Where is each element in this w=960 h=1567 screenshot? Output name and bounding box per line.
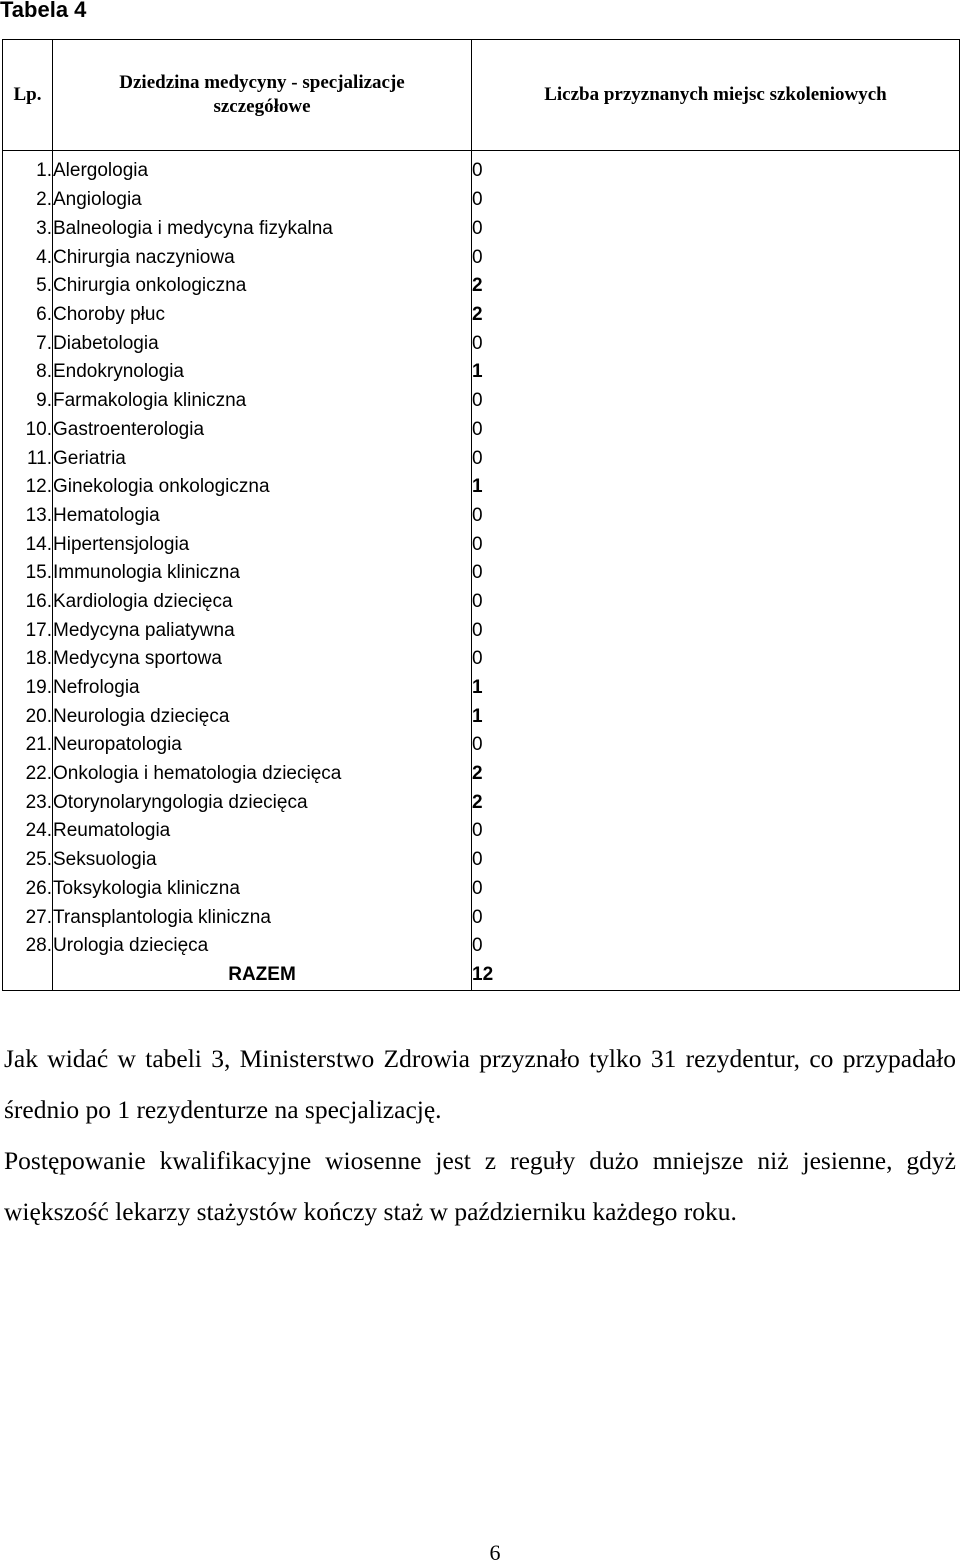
table-row: [3, 416, 960, 445]
table-row: [3, 559, 960, 588]
row-number: 10.: [3, 416, 53, 445]
row-number: 6.: [3, 301, 53, 330]
row-number: 19.: [3, 674, 53, 703]
body-text: [4, 1033, 956, 1237]
row-number: 21.: [3, 731, 53, 760]
places-count: 1: [472, 358, 960, 387]
places-count: 0: [472, 387, 960, 416]
places-count: 0: [472, 616, 960, 645]
places-count: 0: [472, 875, 960, 904]
header-specialization: [53, 40, 472, 151]
specialization-name: Geriatria: [53, 444, 472, 473]
row-number: 17.: [3, 616, 53, 645]
specialization-name: Gastroenterologia: [53, 416, 472, 445]
table-row: [3, 358, 960, 387]
table-row: [3, 817, 960, 846]
places-count: 0: [472, 186, 960, 215]
row-number: 11.: [3, 444, 53, 473]
table-row: [3, 645, 960, 674]
row-number: 9.: [3, 387, 53, 416]
header-count: Liczba przyznanych miejsc szkoleniowych: [472, 40, 960, 151]
row-number: 18.: [3, 645, 53, 674]
table-header-row: [3, 40, 960, 151]
row-number: 25.: [3, 846, 53, 875]
places-count: 0: [472, 645, 960, 674]
row-number: 7.: [3, 329, 53, 358]
table-row: [3, 788, 960, 817]
table-row: [3, 616, 960, 645]
specialization-name: Choroby płuc: [53, 301, 472, 330]
specialization-name: Angiologia: [53, 186, 472, 215]
places-count: 0: [472, 731, 960, 760]
specialization-name: Alergologia: [53, 151, 472, 187]
specialization-name: Chirurgia onkologiczna: [53, 272, 472, 301]
places-count: 0: [472, 444, 960, 473]
total-value: 12: [472, 961, 960, 991]
table-row: [3, 387, 960, 416]
specialization-name: Diabetologia: [53, 329, 472, 358]
row-number: 13.: [3, 502, 53, 531]
row-number: 2.: [3, 186, 53, 215]
specialization-name: Hematologia: [53, 502, 472, 531]
table-row: [3, 272, 960, 301]
specialization-name: Otorynolaryngologia dziecięca: [53, 788, 472, 817]
table-row: [3, 444, 960, 473]
specialization-name: Neuropatologia: [53, 731, 472, 760]
header-specialization-line2: szczegółowe: [213, 96, 311, 117]
total-row: [3, 961, 960, 991]
row-number: 3.: [3, 215, 53, 244]
specialization-name: Urologia dziecięca: [53, 932, 472, 961]
places-count: 2: [472, 788, 960, 817]
paragraph-1: Jak widać w tabeli 3, Ministerstwo Zdrowia przyznało tylko 31 rezydentur, co przypadało średnio po 1 rezydenturze na specjalizację.: [4, 1044, 956, 1124]
specialization-name: Balneologia i medycyna fizykalna: [53, 215, 472, 244]
specialization-name: Endokrynologia: [53, 358, 472, 387]
row-number: 22.: [3, 760, 53, 789]
places-count: 0: [472, 817, 960, 846]
table-row: [3, 760, 960, 789]
paragraph-2: Postępowanie kwalifikacyjne wiosenne jest z reguły dużo mniejsze niż jesienne, gdyż większość lekarzy stażystów kończy staż w październiku każdego roku.: [4, 1146, 956, 1226]
specialization-name: Seksuologia: [53, 846, 472, 875]
table-row: [3, 875, 960, 904]
page-number: 6: [489, 1540, 501, 1565]
header-lp: Lp.: [3, 40, 53, 151]
header-specialization-line1: Dziedzina medycyny - specjalizacje: [119, 72, 405, 93]
places-count: 0: [472, 530, 960, 559]
table-row: [3, 151, 960, 187]
specialization-name: Medycyna paliatywna: [53, 616, 472, 645]
specialization-name: Nefrologia: [53, 674, 472, 703]
row-number: 20.: [3, 702, 53, 731]
places-count: 1: [472, 473, 960, 502]
total-lp-cell: [3, 961, 53, 991]
places-count: 1: [472, 702, 960, 731]
places-count: 0: [472, 215, 960, 244]
table-row: [3, 301, 960, 330]
places-count: 0: [472, 903, 960, 932]
table-row: [3, 846, 960, 875]
table-row: [3, 903, 960, 932]
places-count: 0: [472, 243, 960, 272]
row-number: 23.: [3, 788, 53, 817]
specialization-name: Immunologia kliniczna: [53, 559, 472, 588]
specialization-name: Transplantologia kliniczna: [53, 903, 472, 932]
places-count: 0: [472, 416, 960, 445]
places-count: 0: [472, 502, 960, 531]
row-number: 4.: [3, 243, 53, 272]
table-row: [3, 702, 960, 731]
places-count: 2: [472, 760, 960, 789]
row-number: 24.: [3, 817, 53, 846]
table-row: [3, 530, 960, 559]
places-count: 0: [472, 588, 960, 617]
table-row: [3, 932, 960, 961]
specialization-name: Medycyna sportowa: [53, 645, 472, 674]
table-row: [3, 674, 960, 703]
row-number: 15.: [3, 559, 53, 588]
table-caption: Tabela 4: [0, 0, 87, 22]
table-row: [3, 243, 960, 272]
table-row: [3, 588, 960, 617]
row-number: 27.: [3, 903, 53, 932]
row-number: 14.: [3, 530, 53, 559]
total-label: RAZEM: [53, 961, 472, 991]
table-body: [3, 151, 960, 991]
places-count: 0: [472, 329, 960, 358]
places-count: 0: [472, 932, 960, 961]
row-number: 28.: [3, 932, 53, 961]
specialization-name: Hipertensjologia: [53, 530, 472, 559]
row-number: 8.: [3, 358, 53, 387]
places-count: 1: [472, 674, 960, 703]
table-row: [3, 731, 960, 760]
row-number: 1.: [3, 151, 53, 187]
specialization-name: Toksykologia kliniczna: [53, 875, 472, 904]
row-number: 5.: [3, 272, 53, 301]
specialization-name: Farmakologia kliniczna: [53, 387, 472, 416]
places-count: 0: [472, 846, 960, 875]
specializations-table: [2, 39, 960, 991]
specialization-name: Reumatologia: [53, 817, 472, 846]
row-number: 26.: [3, 875, 53, 904]
places-count: 2: [472, 301, 960, 330]
specialization-name: Ginekologia onkologiczna: [53, 473, 472, 502]
specialization-name: Kardiologia dziecięca: [53, 588, 472, 617]
specialization-name: Neurologia dziecięca: [53, 702, 472, 731]
specialization-name: Chirurgia naczyniowa: [53, 243, 472, 272]
table-row: [3, 329, 960, 358]
places-count: 2: [472, 272, 960, 301]
specialization-name: Onkologia i hematologia dziecięca: [53, 760, 472, 789]
places-count: 0: [472, 151, 960, 187]
table-row: [3, 215, 960, 244]
places-count: 0: [472, 559, 960, 588]
row-number: 16.: [3, 588, 53, 617]
table-row: [3, 502, 960, 531]
table-row: [3, 473, 960, 502]
table-row: [3, 186, 960, 215]
row-number: 12.: [3, 473, 53, 502]
